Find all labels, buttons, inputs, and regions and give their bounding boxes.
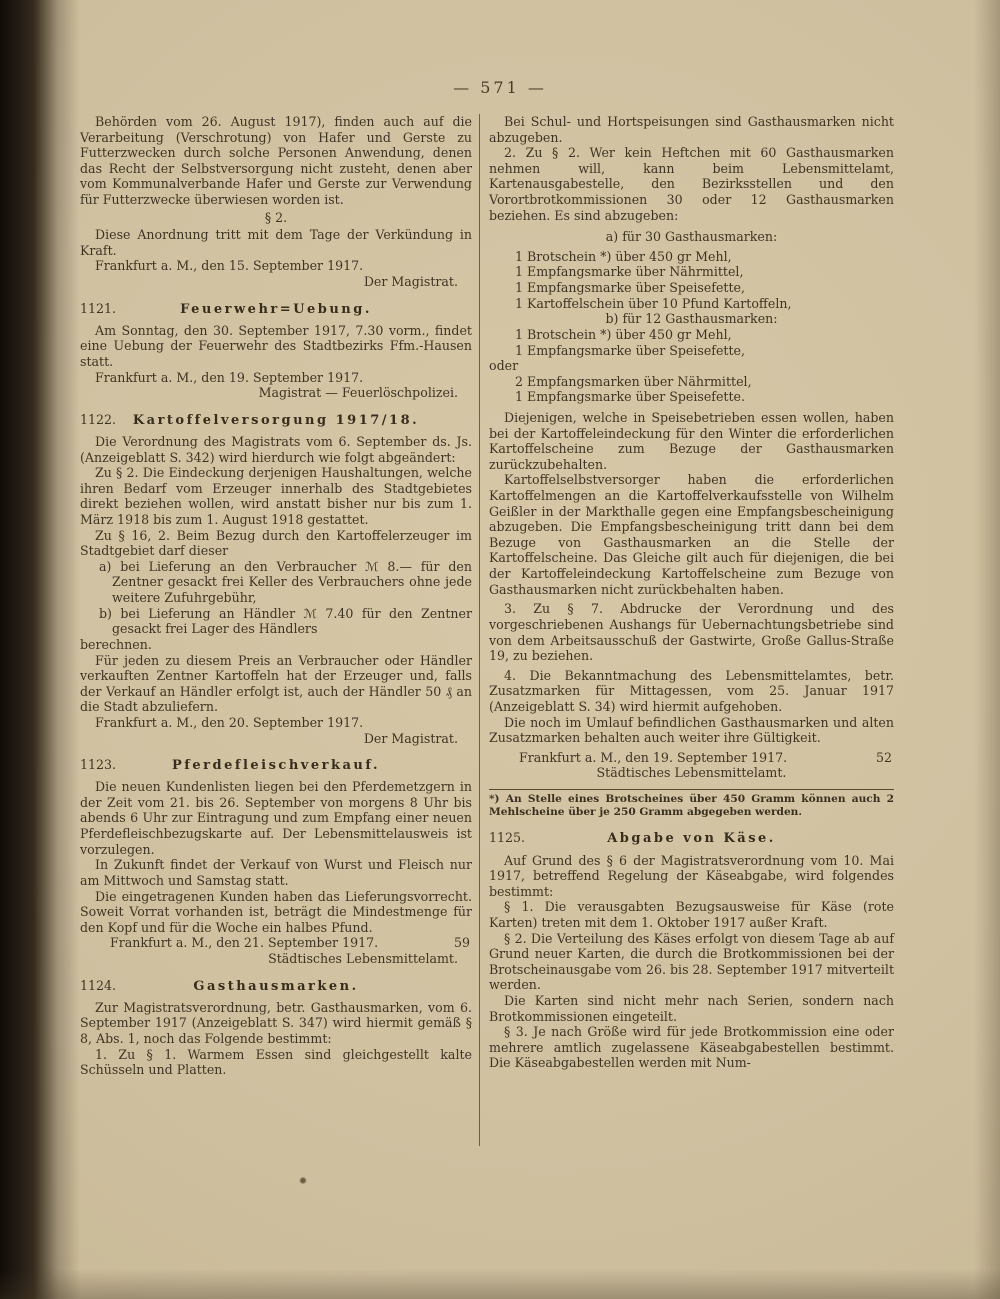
token-line: 1 Empfangsmarke über Speisefette.: [515, 389, 746, 405]
ink-speck: [299, 1177, 307, 1184]
article-header-1122: [80, 412, 472, 429]
article-header-1124: [80, 978, 472, 995]
book-binding-shadow: [0, 0, 80, 1299]
article-header-1123: [80, 757, 472, 774]
paragraph: Die eingetragenen Kunden haben das Lieferungsvorrecht. Soweit Vorrat vorhanden ist, beträgt die Mindestmenge für den Kopf und für die Woche ein halbes Pfund.: [80, 888, 472, 935]
paragraph: Die neuen Kundenlisten liegen bei den Pferdemetzgern in der Zeit vom 21. bis 26. September von morgens 8 Uhr bis abends 6 Uhr zur Eintragung und zum Empfang einer neuen Pferdefleischbezugskarte auf. Der Lebensmittelausweis ist vorzulegen.: [80, 779, 472, 857]
left-column: [80, 114, 472, 1078]
article-number: 1125.: [489, 830, 526, 846]
paragraph: Kartoffelselbstversorger haben die erforderlichen Kartoffelmengen an die Kartoffelverkaufsstelle von Wilhelm Geißler in der Markthalle gegen eine Empfangsbescheinigung abzugeben. Die Empfangsbescheinigung tritt dann bei dem Bezuge von Gasthausmarken an die Stelle der Kartoffelscheine. Das Gleiche gilt auch für diejenigen, die bei der Kartoffeleindeckung Kartoffelscheine zum Bezuge von Gasthausmarken nicht zurückbehalten haben.: [489, 472, 894, 597]
paragraph: § 2. Die Verteilung des Käses erfolgt von diesem Tage ab auf Grund neuer Karten, die durch die Brotkommissionen bei der Brotscheinausgabe vom 26. bis 28. September 1917 mitverteilt werden.: [489, 930, 895, 993]
paragraph: In Zukunft findet der Verkauf von Wurst und Fleisch nur am Mittwoch und Samstag statt.: [80, 857, 472, 888]
section-heading: § 2.: [264, 209, 288, 225]
token-line: 1 Empfangsmarke über Speisefette,: [515, 342, 746, 358]
article-number: 1121.: [80, 300, 117, 316]
date-text: Frankfurt a. M., den 19. September 1917.: [519, 749, 788, 765]
article-title: Kartoffelversorgung 1917/18.: [132, 412, 420, 428]
article-number: 1123.: [80, 757, 117, 773]
date-line: Frankfurt a. M., den 15. September 1917.: [95, 258, 364, 274]
reference-number: 52: [875, 749, 892, 765]
paragraph: § 1. Die verausgabten Bezugsausweise für Käse (rote Karten) treten mit dem 1. Oktober 1917 außer Kraft.: [489, 899, 894, 930]
paragraph: Zu § 2. Die Eindeckung derjenigen Haushaltungen, welche ihren Bedarf vom Erzeuger innerhalb des Stadtgebietes direkt beziehen wollen, wird anstatt bisher nur bis zum 1. März 1918 bis zum 1. August 1918 gestattet.: [80, 465, 472, 528]
footnote: [489, 789, 894, 819]
page-edge-shadow-right: [974, 0, 1000, 1299]
article-header-1125: [489, 830, 894, 847]
article-number: 1122.: [80, 411, 117, 427]
page-columns: [80, 114, 894, 1146]
article-number: 1124.: [80, 977, 117, 993]
column-divider-rule: [479, 114, 480, 1146]
footnote-rule: [489, 789, 894, 790]
token-line: 2 Empfangsmarken über Nährmittel,: [515, 373, 752, 389]
paragraph: 4. Die Bekanntmachung des Lebensmittelamtes, betr. Zusatzmarken für Mittagessen, vom 25. Januar 1917 (Anzeigeblatt S. 34) wird hiermit aufgehoben.: [489, 667, 894, 714]
paragraph: Die Karten sind nicht mehr nach Serien, sondern nach Brotkommissionen eingeteilt.: [489, 993, 894, 1024]
footnote-text: *) An Stelle eines Brotscheines über 450 Gramm können auch 2 Mehlscheine über je 250 Gramm abgegeben werden.: [489, 792, 894, 819]
reference-number: 59: [453, 935, 470, 951]
article-title: Feuerwehr=Uebung.: [180, 301, 372, 317]
paragraph: Diese Anordnung tritt mit dem Tage der Verkündung in Kraft.: [80, 227, 472, 258]
paragraph: Zur Magistratsverordnung, betr. Gasthausmarken, vom 6. September 1917 (Anzeigeblatt S. 347) wird hiermit gemäß § 8, Abs. 1, noch das Folgende bestimmt:: [80, 999, 472, 1046]
paragraph: Am Sonntag, den 30. September 1917, 7.30 vorm., findet eine Uebung der Feuerwehr des Stadtbezirks Ffm.-Hausen statt.: [80, 322, 472, 370]
paragraph: Die noch im Umlauf befindlichen Gasthausmarken und alten Zusatzmarken behalten auch weiter ihre Gültigkeit.: [489, 714, 894, 746]
token-line: 1 Kartoffelschein über 10 Pfund Kartoffeln,: [515, 295, 792, 311]
paragraph: berechnen.: [80, 636, 152, 652]
article-title: Abgabe von Käse.: [607, 831, 776, 847]
paragraph: Auf Grund des § 6 der Magistratsverordnung vom 10. Mai 1917, betreffend Regelung der Käseabgabe, wird folgendes bestimmt:: [489, 852, 894, 899]
signature: Der Magistrat.: [363, 730, 458, 746]
paragraph: 1. Zu § 1. Warmem Essen sind gleichgestellt kalte Schüsseln und Platten.: [80, 1046, 472, 1078]
article-header-1121: [80, 301, 472, 318]
date-text: Frankfurt a. M., den 21. September 1917.: [110, 935, 379, 951]
paragraph: Zu § 16, 2. Beim Bezug durch den Kartoffelerzeuger im Stadtgebiet darf dieser: [80, 527, 472, 559]
paragraph: Für jeden zu diesem Preis an Verbraucher oder Händler verkauften Zentner Kartoffeln hat der Erzeuger und, falls der Verkauf an Händler erfolgt ist, auch der Händler 50 ₰ an die Stadt abzuliefern.: [80, 652, 472, 715]
date-line: [489, 750, 894, 766]
paragraph: Bei Schul- und Hortspeisungen sind Gasthausmarken nicht abzugeben.: [489, 114, 894, 145]
right-column: [489, 114, 894, 1071]
paragraph: § 3. Je nach Größe wird für jede Brotkommission eine oder mehrere amtlich zugelassene Käseabgabestellen bestimmt. Die Käseabgabestellen werden mit Num-: [489, 1024, 894, 1071]
token-line: 1 Brotschein *) über 450 gr Mehl,: [515, 326, 732, 342]
token-line: 1 Empfangsmarke über Speisefette,: [515, 280, 746, 296]
page-number: — 571 —: [453, 78, 547, 97]
signature: Städtisches Lebensmittelamt.: [596, 765, 787, 781]
paragraph: 2. Zu § 2. Wer kein Heftchen mit 60 Gasthausmarken nehmen will, kann beim Lebensmittelamt, Kartenausgabestelle, den Bezirksstellen und den Vorortbrotkommissionen 30 oder 12 Gasthausmarken beziehen. Es sind abzugeben:: [489, 145, 894, 223]
signature: Städtisches Lebensmittelamt.: [268, 950, 458, 966]
signature: Magistrat — Feuerlöschpolizei.: [258, 385, 458, 401]
article-title: Pferdefleischverkauf.: [172, 758, 380, 774]
list-heading-b: b) für 12 Gasthausmarken:: [605, 311, 778, 327]
signature: Der Magistrat.: [363, 274, 458, 290]
paragraph: 3. Zu § 7. Abdrucke der Verordnung und des vorgeschriebenen Aushangs für Uebernachtungsbetriebe sind von dem Arbeitsausschuß der Gastwirte, Große Gallus-Straße 19, zu beziehen.: [489, 601, 894, 664]
list-heading-a: a) für 30 Gasthausmarken:: [605, 229, 778, 245]
token-line: 1 Empfangsmarke über Nährmittel,: [515, 264, 744, 280]
page-edge-shadow-bottom: [0, 1269, 1000, 1299]
token-line: 1 Brotschein *) über 450 gr Mehl,: [515, 248, 732, 264]
paragraph: Die Verordnung des Magistrats vom 6. September ds. Js. (Anzeigeblatt S. 342) wird hierdurch wie folgt abgeändert:: [80, 433, 472, 465]
list-item: b) bei Lieferung an Händler ℳ 7.40 für den Zentner gesackt frei Lager des Händlers: [99, 605, 472, 637]
date-line: [80, 935, 472, 951]
paragraph: Diejenigen, welche in Speisebetrieben essen wollen, haben bei der Kartoffeleindeckung für den Winter die erforderlichen Kartoffelscheine zum Bezuge der Gasthausmarken zurückzubehalten.: [489, 409, 894, 472]
list-item: a) bei Lieferung an den Verbraucher ℳ 8.— für den Zentner gesackt frei Keller des Verbrauchers ohne jede weitere Zufuhrgebühr,: [99, 558, 472, 606]
continued-paragraph: Behörden vom 26. August 1917), finden auch auf die Verarbeitung (Verschrotung) von Hafer und Gerste zu Futterzwecken durch solche Personen Anwendung, denen das Recht der Selbstversorgung nicht zusteht, denen aber vom Kommunalverbande Hafer und Gerste zur Verwendung für Futterzwecke überwiesen worden ist.: [80, 114, 472, 208]
connector-word: oder: [489, 358, 519, 374]
article-title: Gasthausmarken.: [193, 978, 359, 994]
date-line: Frankfurt a. M., den 19. September 1917.: [95, 369, 364, 385]
date-line: Frankfurt a. M., den 20. September 1917.: [95, 714, 364, 730]
